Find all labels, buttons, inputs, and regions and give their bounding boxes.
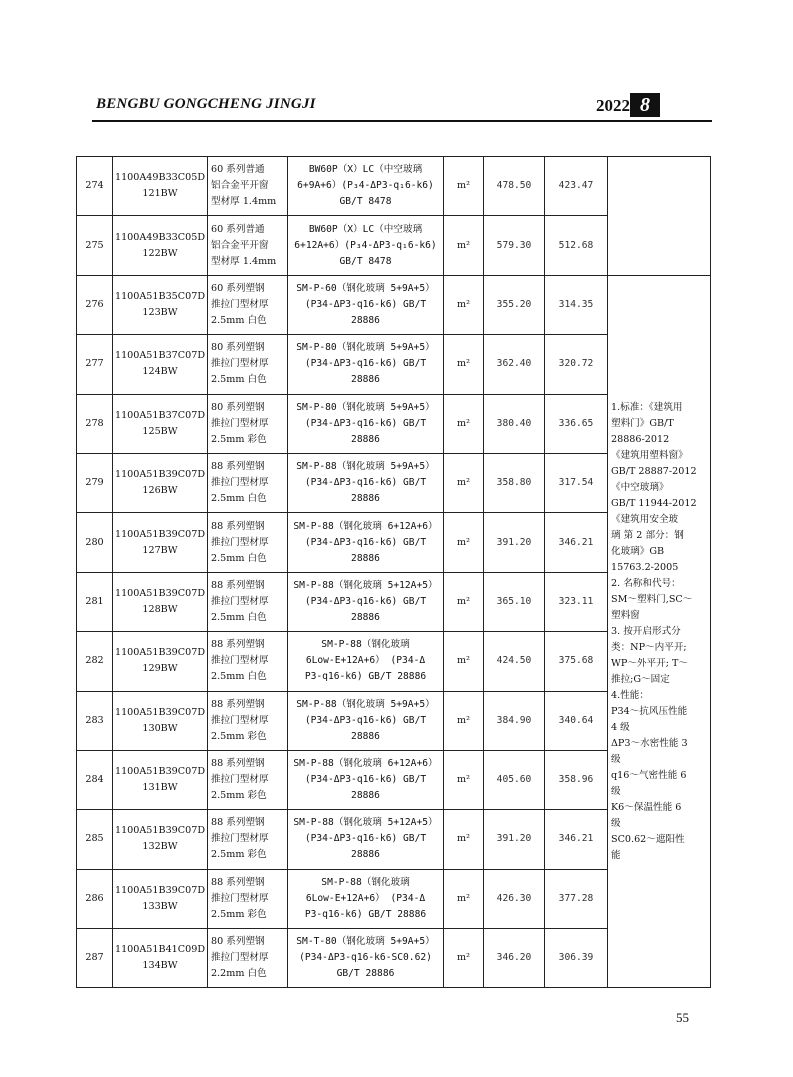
cell-line: 级	[611, 817, 621, 829]
cell-line: 2.5mm 白色	[211, 374, 267, 386]
row-number: 287	[77, 929, 113, 988]
item-spec	[288, 513, 444, 572]
item-name	[208, 691, 288, 750]
cell-line: SM-P-88（钢化玻璃 5+12A+5）	[293, 579, 438, 591]
row-number: 278	[77, 394, 113, 453]
item-unit: m²	[444, 216, 484, 275]
item-unit: m²	[444, 335, 484, 394]
cell-line: 6Low-E+12A+6） (P34-Δ	[305, 892, 426, 904]
cell-line: 2.5mm 白色	[211, 611, 267, 623]
cell-line: 133BW	[142, 900, 178, 912]
cell-line: 123BW	[142, 306, 178, 318]
cell-line: 铝合金平开窗	[211, 180, 269, 192]
cell-line: 2.5mm 彩色	[211, 849, 267, 861]
table-row	[77, 157, 711, 216]
cell-line: 级	[611, 753, 621, 765]
cell-line: 璃 第 2 部分：钢	[611, 529, 684, 541]
cell-line: BW60P（X）LC（中空玻璃	[308, 164, 423, 176]
row-number: 282	[77, 632, 113, 691]
cell-line: 128BW	[142, 603, 178, 615]
cell-line: 2. 名称和代号：	[611, 577, 681, 589]
item-unit: m²	[444, 157, 484, 216]
price-table	[76, 156, 711, 988]
cell-line: 类：NP～内平开;	[611, 641, 687, 653]
cell-line: K6～保温性能 6	[611, 801, 682, 813]
cell-line: 28886	[351, 611, 380, 623]
cell-line: 131BW	[142, 782, 178, 794]
row-number: 277	[77, 335, 113, 394]
cell-line: 4.性能：	[611, 689, 649, 701]
item-spec	[288, 275, 444, 334]
cell-line: 《建筑用塑料窗》	[611, 449, 688, 461]
cell-line: 60 系列普通	[211, 223, 265, 235]
cell-line: 28886	[351, 552, 380, 564]
price-tax-excluded: 314.35	[545, 275, 608, 334]
cell-line: 推拉门型材厚	[211, 298, 269, 310]
cell-line: SM-P-80（钢化玻璃 5+9A+5）	[296, 342, 435, 354]
cell-line: 1.标准：《建筑用	[611, 401, 683, 413]
cell-line: 6+9A+6）(P₃4-ΔP3-q₁6-k6)	[297, 180, 434, 192]
item-name	[208, 216, 288, 275]
cell-line: 28886	[351, 730, 380, 742]
cell-line: 88 系列塑钢	[211, 579, 265, 591]
price-tax-excluded: 320.72	[545, 335, 608, 394]
cell-line: 塑料窗	[611, 609, 640, 621]
cell-line: 1100A49B33C05D	[114, 231, 206, 243]
page-number: 55	[676, 1010, 689, 1025]
row-number: 285	[77, 810, 113, 869]
cell-line: 塑料门》GB/T	[611, 417, 674, 429]
price-tax-included: 384.90	[484, 691, 545, 750]
item-code	[113, 513, 208, 572]
cell-line: P3-q16-k6) GB/T 28886	[304, 908, 427, 920]
cell-line: 130BW	[142, 722, 178, 734]
price-tax-excluded: 423.47	[545, 157, 608, 216]
cell-line: 2.5mm 白色	[211, 314, 267, 326]
price-tax-included: 426.30	[484, 869, 545, 928]
item-code	[113, 750, 208, 809]
cell-line: SM-P-88（钢化玻璃	[321, 639, 410, 651]
price-tax-included: 478.50	[484, 157, 545, 216]
price-tax-included: 365.10	[484, 572, 545, 631]
cell-line: 60 系列塑钢	[211, 282, 265, 294]
price-tax-included: 424.50	[484, 632, 545, 691]
item-unit: m²	[444, 691, 484, 750]
item-unit: m²	[444, 572, 484, 631]
item-code	[113, 216, 208, 275]
cell-line: 推拉门型材厚	[211, 417, 269, 429]
cell-line: 铝合金平开窗	[211, 239, 269, 251]
cell-line: GB/T 28886	[336, 968, 395, 980]
item-spec	[288, 632, 444, 691]
cell-line: 推拉门型材厚	[211, 358, 269, 370]
cell-line: 2.5mm 白色	[211, 552, 267, 564]
cell-line: 级	[611, 785, 621, 797]
row-number: 275	[77, 216, 113, 275]
cell-line: 122BW	[142, 247, 178, 259]
cell-line: 1100A51B41C09D	[114, 944, 206, 956]
cell-line: SM-P-88（钢化玻璃 5+9A+5）	[296, 461, 435, 473]
cell-line: 129BW	[142, 663, 178, 675]
cell-line: 1100A51B39C07D	[114, 587, 206, 599]
cell-line: 2.5mm 彩色	[211, 730, 267, 742]
row-number: 280	[77, 513, 113, 572]
cell-line: 1100A51B37C07D	[114, 409, 206, 421]
row-number: 274	[77, 157, 113, 216]
cell-line: 推拉门型材厚	[211, 774, 269, 786]
cell-line: 80 系列塑钢	[211, 936, 265, 948]
item-unit: m²	[444, 513, 484, 572]
cell-line: 88 系列塑钢	[211, 817, 265, 829]
cell-line: 125BW	[142, 425, 178, 437]
item-spec	[288, 453, 444, 512]
price-tax-included: 346.20	[484, 929, 545, 988]
price-tax-included: 358.80	[484, 453, 545, 512]
cell-line: (P34-ΔP3-q16-k6) GB/T	[304, 774, 427, 786]
price-tax-excluded: 358.96	[545, 750, 608, 809]
price-tax-excluded: 340.64	[545, 691, 608, 750]
cell-line: 型材厚 1.4mm	[211, 196, 277, 208]
item-code	[113, 810, 208, 869]
item-spec	[288, 750, 444, 809]
item-unit: m²	[444, 632, 484, 691]
cell-line: 88 系列塑钢	[211, 876, 265, 888]
price-tax-included: 405.60	[484, 750, 545, 809]
item-unit: m²	[444, 750, 484, 809]
item-name	[208, 869, 288, 928]
cell-line: 88 系列塑钢	[211, 698, 265, 710]
cell-line: (P34-ΔP3-q16-k6) GB/T	[304, 358, 427, 370]
price-tax-included: 391.20	[484, 513, 545, 572]
cell-line: 1100A51B35C07D	[114, 290, 206, 302]
cell-line: 6+12A+6）(P₃4-ΔP3-q₁6-k6)	[294, 239, 437, 251]
cell-line: 推拉门型材厚	[211, 714, 269, 726]
cell-line: 28886	[351, 374, 380, 386]
cell-line: 80 系列塑钢	[211, 342, 265, 354]
price-tax-excluded: 323.11	[545, 572, 608, 631]
cell-line: 《中空玻璃》	[611, 481, 669, 493]
item-code	[113, 572, 208, 631]
item-code	[113, 157, 208, 216]
price-tax-excluded: 317.54	[545, 453, 608, 512]
cell-line: 推拉门型材厚	[211, 536, 269, 548]
cell-line: 28886	[351, 790, 380, 802]
item-spec	[288, 335, 444, 394]
item-spec	[288, 929, 444, 988]
cell-line: 推拉门型材厚	[211, 892, 269, 904]
row-number: 283	[77, 691, 113, 750]
cell-line: 28886	[351, 493, 380, 505]
cell-line: 28886	[351, 314, 380, 326]
item-name	[208, 810, 288, 869]
cell-line: GB/T 28887-2012	[611, 465, 697, 477]
cell-line: (P34-ΔP3-q16-k6-SC0.62)	[299, 952, 432, 964]
cell-line: 1100A51B39C07D	[114, 647, 206, 659]
cell-line: 15763.2-2005	[611, 561, 679, 573]
item-code	[113, 632, 208, 691]
cell-line: GB/T 8478	[339, 196, 392, 208]
item-spec	[288, 572, 444, 631]
item-name	[208, 632, 288, 691]
item-name	[208, 157, 288, 216]
cell-line: 88 系列塑钢	[211, 758, 265, 770]
cell-line: BW60P（X）LC（中空玻璃	[308, 223, 423, 235]
cell-line: 6Low-E+12A+6） (P34-Δ	[305, 655, 426, 667]
cell-line: 126BW	[142, 485, 178, 497]
price-tax-excluded: 375.68	[545, 632, 608, 691]
cell-line: (P34-ΔP3-q16-k6) GB/T	[304, 595, 427, 607]
cell-line: SM～塑料门,SC～	[611, 593, 693, 605]
cell-line: GB/T 11944-2012	[611, 497, 697, 509]
item-spec	[288, 216, 444, 275]
cell-line: 4 级	[611, 721, 630, 733]
cell-line: 88 系列塑钢	[211, 461, 265, 473]
row-number: 284	[77, 750, 113, 809]
price-tax-excluded: 346.21	[545, 810, 608, 869]
item-unit: m²	[444, 453, 484, 512]
price-tax-included: 355.20	[484, 275, 545, 334]
cell-line: SM-T-80（钢化玻璃 5+9A+5）	[296, 936, 435, 948]
item-name	[208, 453, 288, 512]
cell-line: 推拉门型材厚	[211, 952, 269, 964]
cell-line: SC0.62～遮阳性	[611, 833, 685, 845]
cell-line: 88 系列塑钢	[211, 639, 265, 651]
item-name	[208, 929, 288, 988]
item-code	[113, 335, 208, 394]
item-code	[113, 275, 208, 334]
price-tax-excluded: 512.68	[545, 216, 608, 275]
item-code	[113, 929, 208, 988]
cell-line: 127BW	[142, 544, 178, 556]
item-spec	[288, 810, 444, 869]
cell-line: SM-P-88（钢化玻璃 5+9A+5）	[296, 698, 435, 710]
item-code	[113, 453, 208, 512]
cell-line: 121BW	[142, 188, 178, 200]
item-name	[208, 572, 288, 631]
cell-line: 推拉门型材厚	[211, 595, 269, 607]
cell-line: 3. 按开启形式分	[611, 625, 681, 637]
item-unit: m²	[444, 869, 484, 928]
cell-line: 80 系列塑钢	[211, 401, 265, 413]
cell-line: 型材厚 1.4mm	[211, 255, 277, 267]
cell-line: 28886	[351, 433, 380, 445]
item-unit: m²	[444, 275, 484, 334]
cell-line: 2.5mm 彩色	[211, 790, 267, 802]
price-tax-included: 380.40	[484, 394, 545, 453]
cell-line: 28886-2012	[611, 433, 670, 445]
cell-line: 134BW	[142, 960, 178, 972]
cell-line: 28886	[351, 849, 380, 861]
cell-line: 2.5mm 白色	[211, 493, 267, 505]
cell-line: 1100A49B33C05D	[114, 172, 206, 184]
item-unit: m²	[444, 394, 484, 453]
cell-line: (P34-ΔP3-q16-k6) GB/T	[304, 714, 427, 726]
cell-line: 1100A51B37C07D	[114, 350, 206, 362]
issue-badge: 8	[630, 93, 660, 117]
cell-line: 1100A51B39C07D	[114, 706, 206, 718]
price-tax-included: 362.40	[484, 335, 545, 394]
row-number: 279	[77, 453, 113, 512]
item-code	[113, 394, 208, 453]
cell-line: 推拉;G～固定	[611, 673, 670, 685]
row-number: 286	[77, 869, 113, 928]
notes-cell	[608, 275, 711, 988]
cell-line: 化玻璃》GB	[611, 545, 665, 557]
item-name	[208, 750, 288, 809]
item-spec	[288, 691, 444, 750]
cell-line: SM-P-88（钢化玻璃	[321, 876, 410, 888]
cell-line: SM-P-80（钢化玻璃 5+9A+5）	[296, 401, 435, 413]
price-tax-excluded: 377.28	[545, 869, 608, 928]
cell-line: 132BW	[142, 841, 178, 853]
cell-line: GB/T 8478	[339, 255, 392, 267]
cell-line: 60 系列普通	[211, 164, 265, 176]
cell-line: P3-q16-k6) GB/T 28886	[304, 671, 427, 683]
cell-line: P34～抗风压性能	[611, 705, 688, 717]
price-tax-excluded: 346.21	[545, 513, 608, 572]
cell-line: 推拉门型材厚	[211, 477, 269, 489]
price-tax-included: 579.30	[484, 216, 545, 275]
item-code	[113, 691, 208, 750]
cell-line: 1100A51B39C07D	[114, 469, 206, 481]
journal-title: BENGBU GONGCHENG JINGJI	[96, 96, 316, 112]
cell-line: 2.5mm 白色	[211, 671, 267, 683]
item-name	[208, 335, 288, 394]
cell-line: (P34-ΔP3-q16-k6) GB/T	[304, 417, 427, 429]
item-spec	[288, 394, 444, 453]
item-code	[113, 869, 208, 928]
cell-line: 2.5mm 彩色	[211, 433, 267, 445]
cell-line: ΔP3～水密性能 3	[611, 737, 688, 749]
row-number: 276	[77, 275, 113, 334]
item-spec	[288, 157, 444, 216]
cell-line: SM-P-88（钢化玻璃 6+12A+6）	[293, 758, 438, 770]
header-rule	[92, 120, 712, 122]
cell-line: 能	[611, 849, 621, 861]
cell-line: (P34-ΔP3-q16-k6) GB/T	[304, 298, 427, 310]
cell-line: SM-P-88（钢化玻璃 6+12A+6）	[293, 520, 438, 532]
item-name	[208, 513, 288, 572]
cell-line: SM-P-88（钢化玻璃 5+12A+5）	[293, 817, 438, 829]
cell-line: 124BW	[142, 366, 178, 378]
row-number: 281	[77, 572, 113, 631]
cell-line: (P34-ΔP3-q16-k6) GB/T	[304, 477, 427, 489]
cell-line: (P34-ΔP3-q16-k6) GB/T	[304, 536, 427, 548]
note-empty	[608, 157, 711, 276]
item-spec	[288, 869, 444, 928]
cell-line: 2.2mm 白色	[211, 968, 267, 980]
item-name	[208, 275, 288, 334]
item-unit: m²	[444, 810, 484, 869]
cell-line: q16～气密性能 6	[611, 769, 687, 781]
cell-line: SM-P-60（钢化玻璃 5+9A+5）	[296, 282, 435, 294]
price-tax-excluded: 336.65	[545, 394, 608, 453]
price-tax-excluded: 306.39	[545, 929, 608, 988]
price-table-body	[77, 157, 711, 988]
cell-line: 1100A51B39C07D	[114, 884, 206, 896]
item-name	[208, 394, 288, 453]
table-row	[77, 275, 711, 334]
cell-line: 推拉门型材厚	[211, 655, 269, 667]
cell-line: WP～外平开; T～	[611, 657, 688, 669]
cell-line: 88 系列塑钢	[211, 520, 265, 532]
cell-line: (P34-ΔP3-q16-k6) GB/T	[304, 833, 427, 845]
cell-line: 推拉门型材厚	[211, 833, 269, 845]
price-tax-included: 391.20	[484, 810, 545, 869]
cell-line: 1100A51B39C07D	[114, 528, 206, 540]
item-unit: m²	[444, 929, 484, 988]
journal-year: 2022	[596, 96, 630, 115]
cell-line: 1100A51B39C07D	[114, 825, 206, 837]
cell-line: 2.5mm 彩色	[211, 908, 267, 920]
cell-line: 《建筑用安全玻	[611, 513, 679, 525]
cell-line: 1100A51B39C07D	[114, 766, 206, 778]
